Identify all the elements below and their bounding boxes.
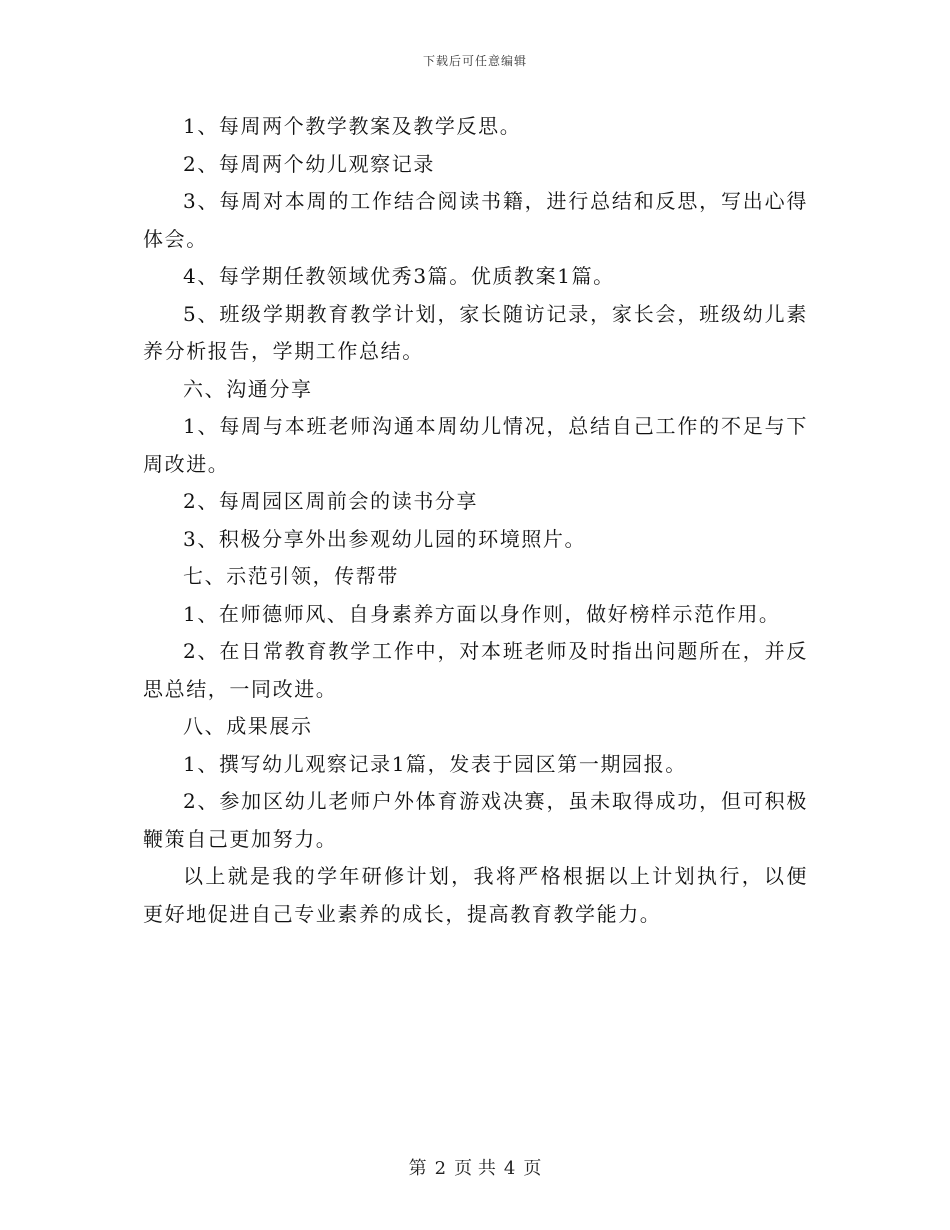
paragraph: 5、班级学期教育教学计划，家长随访记录，家长会，班级幼儿素养分析报告，学期工作总结。 [143, 301, 808, 363]
footer-prefix: 第 [408, 1158, 427, 1179]
paragraph: 2、每周园区周前会的读书分享 [183, 489, 479, 513]
section-heading: 六、沟通分享 [183, 376, 313, 401]
paragraph: 3、积极分享外出参观幼儿园的环境照片。 [183, 526, 587, 551]
paragraph: 1、撰写幼儿观察记录1篇，发表于园区第一期园报。 [183, 751, 687, 776]
section-heading: 八、成果展示 [183, 714, 313, 738]
footer-middle: 页 共 [454, 1158, 496, 1179]
paragraph: 3、每周对本周的工作结合阅读书籍，进行总结和反思，写出心得体会。 [143, 189, 808, 251]
current-page-number: 2 [434, 1158, 447, 1179]
document-body [143, 108, 808, 933]
paragraph: 1、在师德师风、自身素养方面以身作则，做好榜样示范作用。 [183, 601, 781, 626]
paragraph: 4、每学期任教领域优秀3篇。优质教案1篇。 [183, 264, 615, 288]
page-header: 下载后可任意编辑 [422, 54, 527, 68]
paragraph: 2、在日常教育教学工作中，对本班老师及时指出问题所在，并反思总结，一同改进。 [143, 639, 808, 701]
total-pages-number: 4 [503, 1158, 516, 1179]
paragraph: 2、每周两个幼儿观察记录 [183, 151, 435, 176]
closing-paragraph: 以上就是我的学年研修计划，我将严格根据以上计划执行，以便更好地促进自己专业素养的成长，提高教育教学能力。 [143, 864, 808, 926]
page-footer [0, 1154, 950, 1180]
section-heading: 七、示范引领，传帮带 [183, 564, 399, 588]
paragraph: 2、参加区幼儿老师户外体育游戏决赛，虽未取得成功，但可积极鞭策自己更加努力。 [143, 789, 808, 851]
paragraph: 1、每周两个教学教案及教学反思。 [183, 114, 522, 138]
footer-suffix: 页 [523, 1158, 542, 1179]
paragraph: 1、每周与本班老师沟通本周幼儿情况，总结自己工作的不足与下周改进。 [143, 414, 808, 476]
